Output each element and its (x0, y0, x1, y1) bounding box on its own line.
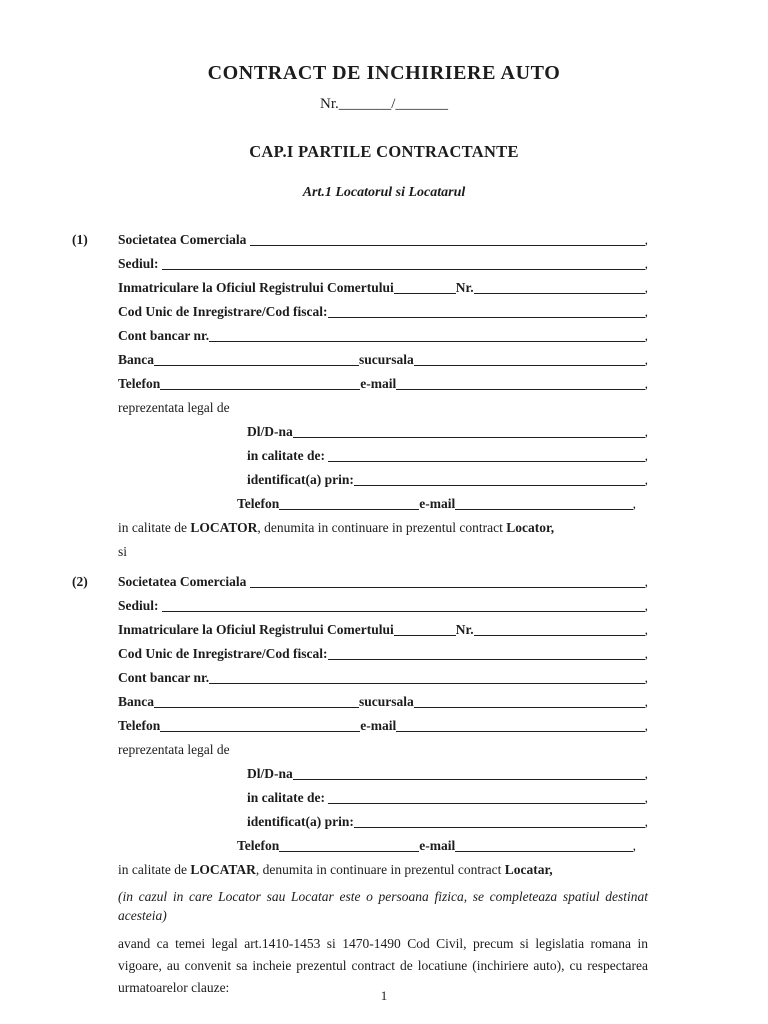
field-label: Banca (118, 694, 155, 709)
fiscal-code-line (118, 300, 648, 324)
field-label: Banca (118, 352, 155, 367)
text-run: , (644, 304, 648, 319)
text-run: , (644, 424, 648, 439)
text-run: , (644, 352, 648, 367)
blank-field-line (250, 587, 645, 588)
field-label: Cod Unic de Inregistrare/Cod fiscal: (118, 304, 328, 319)
blank-field-line (455, 851, 632, 852)
field-label: identificat(a) prin: (247, 472, 354, 487)
company-name-line (118, 570, 648, 594)
text-run: , (644, 448, 648, 463)
field-label: Inmatriculare la Oficiul Registrului Comertului (118, 280, 394, 295)
blank-field-line (160, 731, 360, 732)
party-role-line (118, 858, 648, 882)
blank-field-line (414, 707, 645, 708)
field-label: Dl/D-na (247, 766, 293, 781)
bank-branch-line (118, 348, 648, 372)
field-label: Nr. (455, 280, 474, 295)
text-run: , (632, 496, 636, 511)
trade-registry-line (118, 276, 648, 300)
text-run: , (644, 766, 648, 781)
blank-field-line (279, 509, 419, 510)
field-label: Telefon (237, 838, 280, 853)
field-label: LOCATOR (190, 520, 258, 535)
party-index: (2) (72, 574, 88, 589)
party-2-locatar-section (72, 570, 648, 882)
field-label: Sediul: (118, 256, 162, 271)
field-label: sucursala (359, 694, 414, 709)
text-run: , (644, 232, 648, 247)
field-label: Cod Unic de Inregistrare/Cod fiscal: (118, 646, 328, 661)
contract-number-line: Nr._______/_______ (320, 96, 448, 112)
blank-field-line (394, 293, 456, 294)
text-run: in calitate de (118, 520, 191, 535)
blank-field-line (414, 365, 645, 366)
legal-representative-intro (118, 738, 648, 762)
text-run: , (644, 814, 648, 829)
representative-capacity-line (118, 444, 648, 468)
party-1-locator-section (72, 228, 648, 564)
company-name-line (118, 228, 648, 252)
field-label: Dl/D-na (247, 424, 293, 439)
blank-field-line (250, 245, 645, 246)
page-footer (0, 988, 768, 1004)
text-run: , (644, 646, 648, 661)
field-label: e-mail (360, 718, 397, 733)
blank-field-line (154, 365, 359, 366)
text-run: , (644, 694, 648, 709)
field-label: Sediul: (118, 598, 162, 613)
representative-capacity-line (118, 786, 648, 810)
field-label: Nr. (455, 622, 474, 637)
article-heading: Art.1 Locatorul si Locatarul (302, 185, 466, 200)
blank-field-line (160, 389, 360, 390)
blank-field-line (162, 611, 645, 612)
blank-field-line (396, 731, 644, 732)
text-run: , (644, 280, 648, 295)
text-run: , (644, 574, 648, 589)
text-run: reprezentata legal de (118, 400, 230, 415)
blank-field-line (354, 827, 645, 828)
document-header (0, 0, 768, 202)
party-index: (1) (72, 232, 88, 247)
text-run: , (644, 598, 648, 613)
field-label: Telefon (118, 718, 161, 733)
field-label: Inmatriculare la Oficiul Registrului Comertului (118, 622, 394, 637)
text-run: , (632, 838, 636, 853)
field-label: sucursala (359, 352, 414, 367)
field-label: Societatea Comerciala (118, 574, 250, 589)
blank-field-line (209, 341, 644, 342)
party-role-line (118, 516, 648, 540)
bank-account-line (118, 666, 648, 690)
blank-field-line (328, 659, 645, 660)
blank-field-line (474, 293, 645, 294)
fiscal-code-line (118, 642, 648, 666)
field-label: e-mail (419, 838, 456, 853)
text-run: , denumita in continuare in prezentul contract (257, 520, 507, 535)
registered-office-line (118, 252, 648, 276)
representative-phone-email-line (118, 834, 648, 858)
blank-field-line (293, 779, 645, 780)
blank-field-line (209, 683, 644, 684)
field-label: Telefon (118, 376, 161, 391)
blank-field-line (474, 635, 645, 636)
bank-branch-line (118, 690, 648, 714)
field-label: Locatar, (504, 862, 553, 877)
phone-email-line (118, 372, 648, 396)
page-number: 1 (380, 988, 388, 1003)
text-run: , denumita in continuare in prezentul contract (255, 862, 505, 877)
legal-representative-intro (118, 396, 648, 420)
representative-id-line (118, 810, 648, 834)
text-run: reprezentata legal de (118, 742, 230, 757)
field-label: Cont bancar nr. (118, 328, 210, 343)
text-run: , (644, 328, 648, 343)
field-label: in calitate de: (247, 790, 329, 805)
legal-basis-paragraph: avand ca temei legal art.1410-1453 si 1470-1490 Cod Civil, precum si legislatia romana in vigoare, au convenit sa incheie prezentul contract de locatiune (inchiriere auto), cu respectarea urmatoarelor clauze: (118, 936, 648, 995)
representative-name-line (118, 420, 648, 444)
text-run: , (644, 790, 648, 805)
field-label: LOCATAR (190, 862, 256, 877)
field-label: Societatea Comerciala (118, 232, 250, 247)
text-run: in calitate de (118, 862, 191, 877)
representative-phone-email-line (118, 492, 648, 516)
chapter-heading: CAP.I PARTILE CONTRACTANTE (249, 142, 519, 161)
text-run: , (644, 622, 648, 637)
field-label: e-mail (360, 376, 397, 391)
text-run: , (644, 718, 648, 733)
text-run: , (644, 670, 648, 685)
connector-line (118, 540, 648, 564)
blank-field-line (455, 509, 632, 510)
blank-field-line (328, 461, 644, 462)
text-run: , (644, 256, 648, 271)
blank-field-line (279, 851, 419, 852)
text-run: , (644, 376, 648, 391)
field-label: Locator, (506, 520, 555, 535)
representative-name-line (118, 762, 648, 786)
registered-office-line (118, 594, 648, 618)
blank-field-line (293, 437, 645, 438)
text-run: , (644, 472, 648, 487)
blank-field-line (396, 389, 644, 390)
field-label: in calitate de: (247, 448, 329, 463)
trade-registry-line (118, 618, 648, 642)
blank-field-line (354, 485, 645, 486)
field-label: identificat(a) prin: (247, 814, 354, 829)
field-label: Telefon (237, 496, 280, 511)
blank-field-line (162, 269, 645, 270)
contract-body (72, 228, 648, 999)
field-label: e-mail (419, 496, 456, 511)
bank-account-line (118, 324, 648, 348)
phone-email-line (118, 714, 648, 738)
blank-field-line (328, 803, 644, 804)
blank-field-line (154, 707, 359, 708)
representative-id-line (118, 468, 648, 492)
document-title: CONTRACT DE INCHIRIERE AUTO (207, 62, 561, 84)
field-label: Cont bancar nr. (118, 670, 210, 685)
natural-person-note: (in cazul in care Locator sau Locatar este o persoana fizica, se completeaza spatiul destinat acesteia) (118, 889, 648, 923)
text-run: si (118, 544, 128, 559)
blank-field-line (328, 317, 645, 318)
blank-field-line (394, 635, 456, 636)
